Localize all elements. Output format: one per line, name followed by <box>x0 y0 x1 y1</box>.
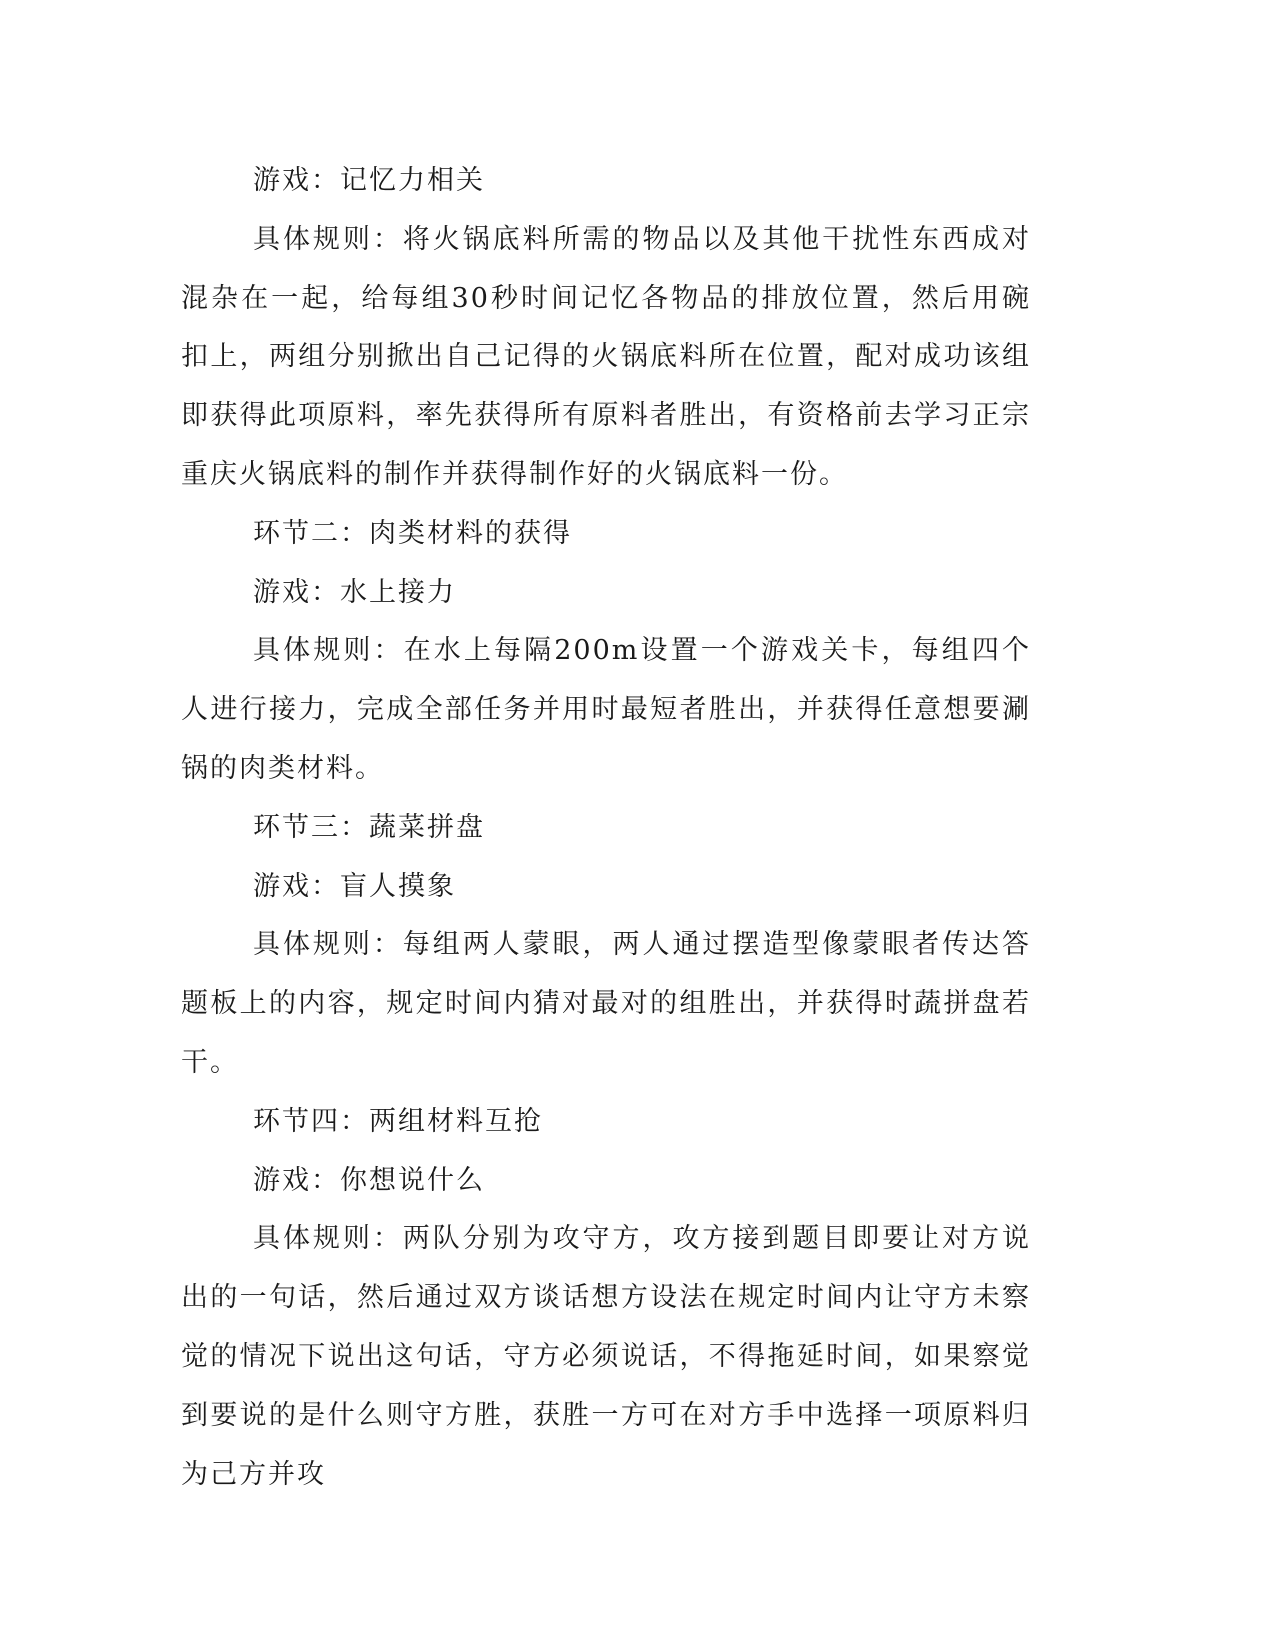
paragraph-section-two: 环节二：肉类材料的获得 <box>253 517 572 549</box>
paragraph-rules-memory: 具体规则：将火锅底料所需的物品以及其他干扰性东西成对混杂在一起，给每组30秒时间记忆各物品的排放位置，然后用碗扣上，两组分别掀出自己记得的火锅底料所在位置，配对成功该组即获得此项原料，率先获得所有原料者胜出，有资格前去学习正宗重庆火锅底料的制作并获得制作好的火锅底料一份。 <box>181 223 1031 490</box>
paragraph-rules-say: 具体规则：两队分别为攻守方，攻方接到题目即要让对方说出的一句话，然后通过双方谈话想方设法在规定时间内让守方未察觉的情况下说出这句话，守方必须说话，不得拖延时间，如果察觉到要说的是什么则守方胜，获胜一方可在对方手中选择一项原料归为己方并攻 <box>181 1223 1031 1490</box>
paragraph-section-three: 环节三：蔬菜拼盘 <box>253 811 485 843</box>
paragraph-game-blind: 游戏：盲人摸象 <box>253 870 456 902</box>
paragraph-game-relay: 游戏：水上接力 <box>253 576 456 608</box>
paragraph-rules-blind: 具体规则：每组两人蒙眼，两人通过摆造型像蒙眼者传达答题板上的内容，规定时间内猜对最对的组胜出，并获得时蔬拼盘若干。 <box>181 929 1031 1078</box>
paragraph-game-memory: 游戏：记忆力相关 <box>253 165 485 196</box>
paragraph-section-four: 环节四：两组材料互抢 <box>253 1105 543 1137</box>
paragraph-rules-relay: 具体规则：在水上每隔200m设置一个游戏关卡，每组四个人进行接力，完成全部任务并用时最短者胜出，并获得任意想要涮锅的肉类材料。 <box>181 635 1031 784</box>
document-body <box>181 152 1031 1504</box>
paragraph-game-say: 游戏：你想说什么 <box>253 1164 485 1196</box>
